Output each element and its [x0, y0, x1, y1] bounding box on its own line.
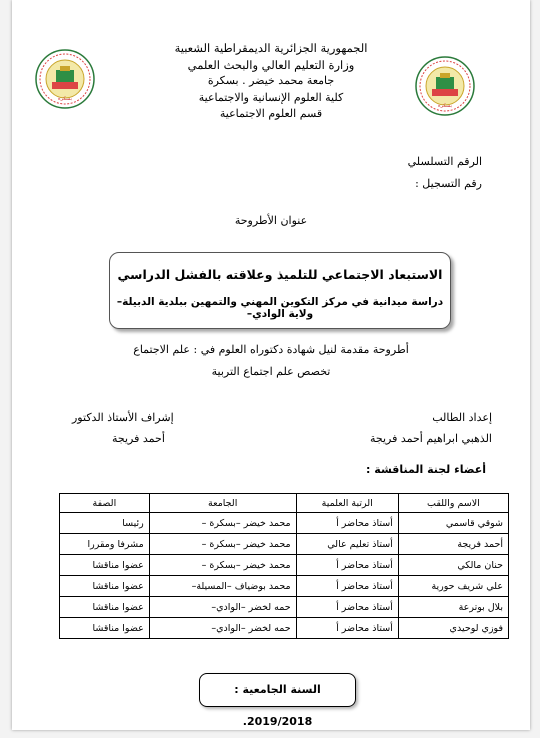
column-header-role: الصفة — [60, 494, 150, 513]
degree-line: أطروحة مقدمة لنيل شهادة دكتوراه العلوم في : علم الاجتماع — [133, 343, 409, 356]
table-row — [60, 534, 509, 555]
supervisor-label: إشراف الأستاذ الدكتور — [72, 411, 174, 424]
member-name: علي شريف حورية — [398, 576, 508, 597]
university-line: جامعة محمد خيضر . بسكرة — [207, 74, 335, 87]
table-header-row — [60, 494, 509, 513]
republic-line: الجمهورية الجزائرية الديمقراطية الشعبية — [174, 41, 368, 55]
committee-heading: أعضاء لجنة المناقشة : — [366, 463, 486, 476]
table-row — [60, 513, 509, 534]
member-role: عضوا مناقشا — [60, 555, 150, 576]
committee-table — [59, 493, 509, 639]
member-university: محمد بوضياف –المسيلة– — [149, 576, 296, 597]
member-name: شوقي قاسمي — [398, 513, 508, 534]
member-university: محمد خيضر –بسكرة – — [149, 534, 296, 555]
specialty-line: تخصص علم اجتماع التربية — [211, 365, 331, 378]
member-rank: أستاذ محاضر أ — [296, 576, 398, 597]
thesis-title-label: عنوان الأطروحة — [234, 214, 308, 227]
member-university: محمد خيضر –بسكرة – — [149, 513, 296, 534]
table-row — [60, 618, 509, 639]
member-rank: أستاذ محاضر أ — [296, 597, 398, 618]
member-university: محمد خيضر –بسكرة – — [149, 555, 296, 576]
faculty-line: كلية العلوم الإنسانية والاجتماعية — [198, 90, 344, 104]
member-university: حمه لخضر –الوادي– — [149, 597, 296, 618]
thesis-title: الاستبعاد الاجتماعي للتلميذ وعلاقته بالفشل الدراسي — [117, 267, 443, 282]
logo-caption-right: بسكرة — [438, 103, 452, 109]
column-header-university: الجامعة — [149, 494, 296, 513]
member-name: بلال بوترعة — [398, 597, 508, 618]
column-header-rank: الرتبة العلمية — [296, 494, 398, 513]
thesis-subtitle: دراسة ميدانية في مركز التكوين المهني والتمهين ببلدية الدبيلة–ولاية الوادي– — [116, 296, 444, 320]
thesis-cover-page — [12, 0, 530, 730]
member-rank: أستاذ محاضر أ — [296, 555, 398, 576]
serial-number-label: الرقم التسلسلي — [407, 155, 482, 168]
member-rank: أستاذ تعليم عالي — [296, 534, 398, 555]
member-name: حنان مالكي — [398, 555, 508, 576]
table-row — [60, 597, 509, 618]
department-line: قسم العلوم الاجتماعية — [219, 107, 323, 120]
registration-number-label: رقم التسجيل : — [415, 177, 482, 190]
member-role: رئيسا — [60, 513, 150, 534]
logo-caption-left: بسكرة — [58, 96, 72, 102]
member-rank: أستاذ محاضر أ — [296, 513, 398, 534]
academic-year-box: السنة الجامعية : 2019/2018. — [199, 673, 356, 707]
member-role: عضوا مناقشا — [60, 597, 150, 618]
student-label: إعداد الطالب — [432, 411, 492, 424]
student-name: الذهبي ابراهيم أحمد فريجة — [369, 432, 492, 445]
member-university: حمه لخضر –الوادي– — [149, 618, 296, 639]
supervisor-name: أحمد فريجة — [112, 432, 165, 445]
member-role: مشرفا ومقررا — [60, 534, 150, 555]
thesis-title-box — [109, 252, 451, 329]
member-name: فوزي لوحيدي — [398, 618, 508, 639]
table-row — [60, 576, 509, 597]
institution-header — [12, 40, 530, 123]
table-row — [60, 555, 509, 576]
member-role: عضوا مناقشا — [60, 576, 150, 597]
column-header-name: الاسم واللقب — [398, 494, 508, 513]
member-rank: أستاذ محاضر أ — [296, 618, 398, 639]
ministry-line: وزارة التعليم العالي والبحث العلمي — [187, 57, 355, 72]
member-role: عضوا مناقشا — [60, 618, 150, 639]
member-name: أحمد فريجة — [398, 534, 508, 555]
